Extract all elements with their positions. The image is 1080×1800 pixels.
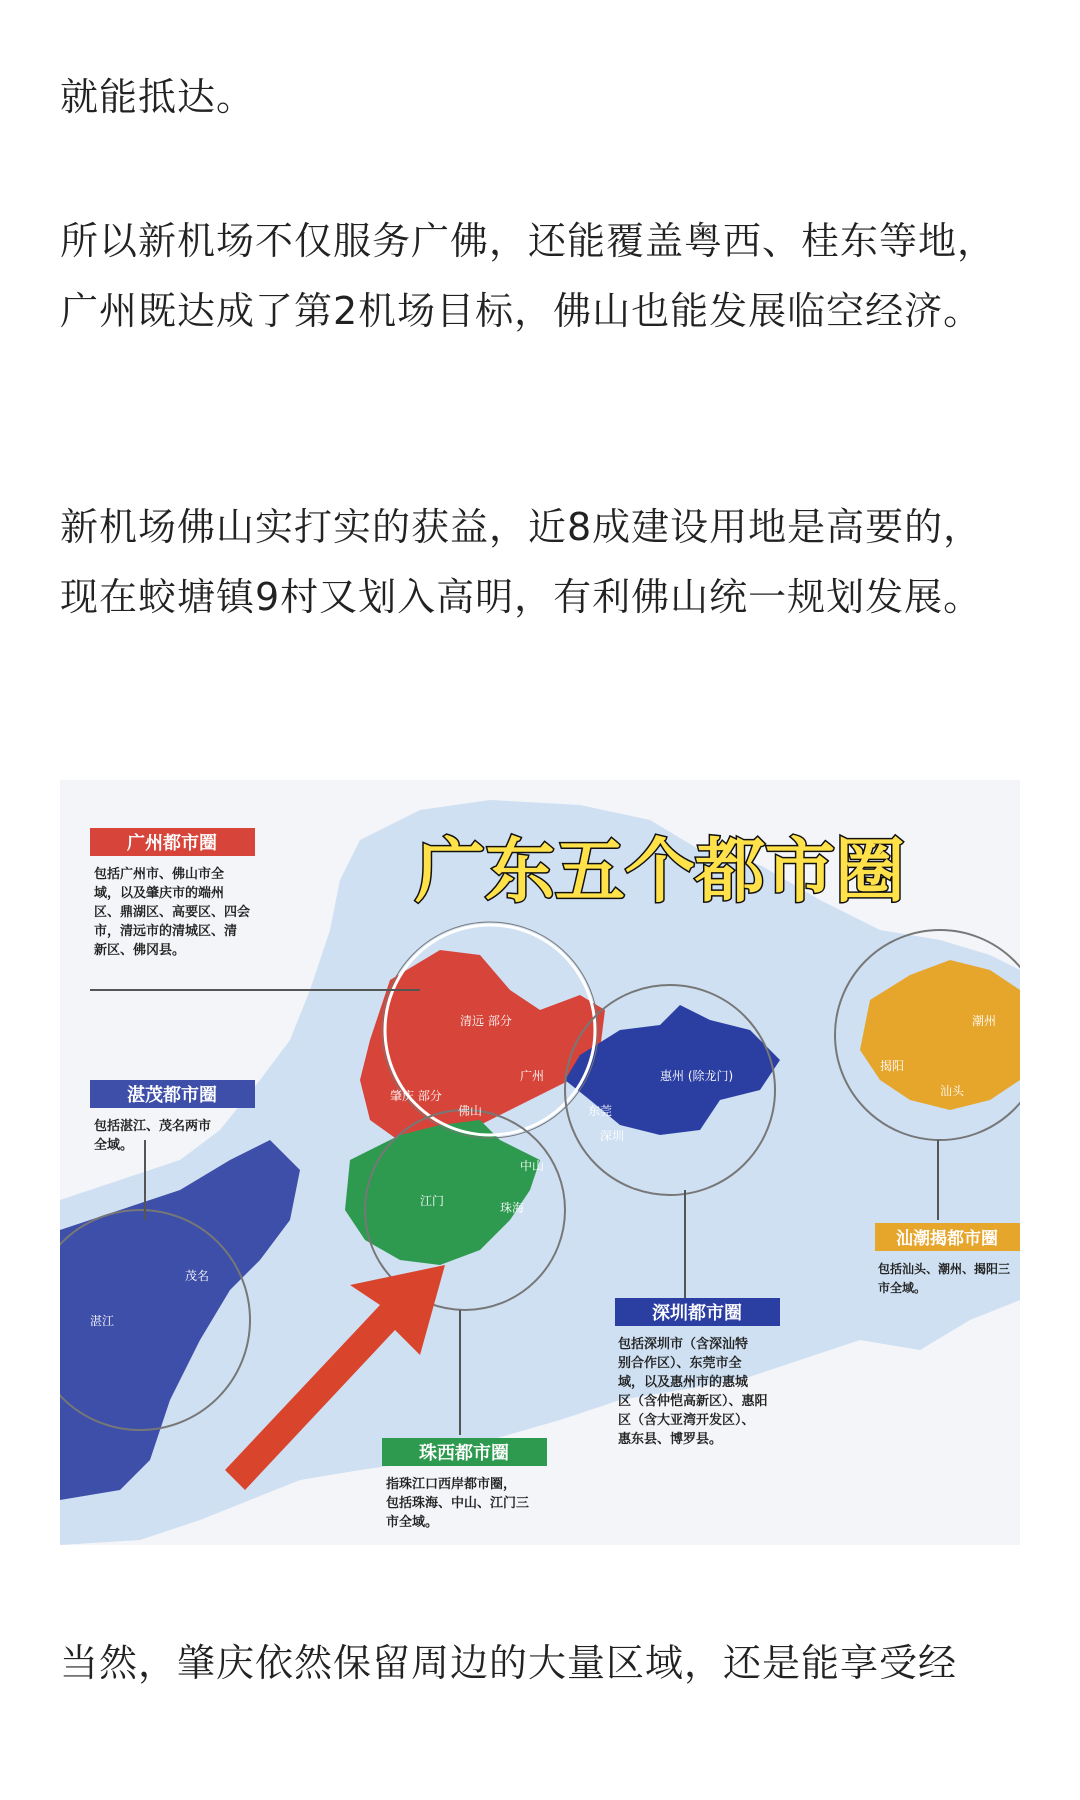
city-label-jiangmen: 江门 [420, 1194, 445, 1208]
city-label-chaozhou: 潮州 [972, 1014, 997, 1028]
guangdong-metro-map-image[interactable] [60, 780, 1020, 1545]
svg-text:域，以及惠州市的惠城: 域，以及惠州市的惠城 [618, 1375, 749, 1390]
svg-text:新区、佛冈县。: 新区、佛冈县。 [94, 943, 186, 958]
svg-text:市全域。: 市全域。 [878, 1281, 927, 1295]
guangzhou-heading: 广州都市圈 [127, 833, 217, 854]
city-label-foshan: 佛山 [458, 1104, 483, 1118]
svg-text:市全域。: 市全域。 [386, 1515, 439, 1530]
svg-text:区、鼎湖区、高要区、四会: 区、鼎湖区、高要区、四会 [94, 905, 251, 920]
svg-text:域，以及肇庆市的端州: 域，以及肇庆市的端州 [94, 886, 225, 901]
city-label-dongguan: 东莞 [588, 1104, 613, 1118]
shantou-heading: 汕潮揭都市圈 [896, 1229, 998, 1249]
city-label-jieyang: 揭阳 [880, 1059, 905, 1073]
city-label-maoming: 茂名 [185, 1269, 210, 1283]
city-label-zhaoqing: 肇庆 部分 [390, 1089, 442, 1103]
city-label-zhanjiang: 湛江 [90, 1314, 115, 1328]
city-label-shantou: 汕头 [940, 1084, 965, 1098]
svg-text:区（含大亚湾开发区）、: 区（含大亚湾开发区）、 [618, 1413, 755, 1428]
article-paragraph-2: 所以新机场不仅服务广佛，还能覆盖粤西、桂东等地，广州既达成了第2机场目标，佛山也能发展临空经济。 [60, 219, 997, 333]
svg-text:包括深圳市（含深汕特: 包括深圳市（含深汕特 [618, 1337, 749, 1352]
zhuxi-desc [385, 1476, 529, 1530]
map-svg [60, 780, 1020, 1545]
article-paragraph-3: 新机场佛山实打实的获益，近8成建设用地是高要的，现在蛟塘镇9村又划入高明，有利佛山统一规划发展。 [60, 505, 983, 619]
svg-text:包括汕头、潮州、揭阳三: 包括汕头、潮州、揭阳三 [878, 1262, 1011, 1276]
article-paragraph-4: 当然，肇庆依然保留周边的大量区域，还是能享受经 [60, 1641, 958, 1685]
svg-text:包括珠海、中山、江门三: 包括珠海、中山、江门三 [386, 1496, 530, 1511]
city-label-qingyuan: 清远 部分 [460, 1014, 512, 1028]
city-label-shenzhen: 深圳 [600, 1129, 625, 1143]
svg-text:全域。: 全域。 [94, 1138, 134, 1153]
city-label-zhongshan: 中山 [520, 1159, 545, 1173]
svg-text:包括广州市、佛山市全: 包括广州市、佛山市全 [94, 867, 225, 882]
city-label-guangzhou: 广州 [520, 1069, 545, 1083]
zhanmao-desc [94, 1118, 211, 1153]
svg-text:别合作区）、东莞市全: 别合作区）、东莞市全 [618, 1356, 742, 1371]
svg-text:指珠江口西岸都市圈，: 指珠江口西岸都市圈， [386, 1477, 517, 1492]
city-label-zhuhai: 珠海 [500, 1201, 525, 1215]
city-label-huizhou: 惠州 (除龙门) [660, 1069, 734, 1083]
article-paragraph-1: 就能抵达。 [60, 75, 256, 119]
zhuxi-heading: 珠西都市圈 [419, 1443, 509, 1464]
zhanmao-heading: 湛茂都市圈 [127, 1085, 217, 1106]
svg-text:市，清远市的清城区、清: 市，清远市的清城区、清 [94, 924, 238, 939]
svg-text:惠东县、博罗县。: 惠东县、博罗县。 [618, 1432, 723, 1447]
guangzhou-desc [94, 866, 250, 958]
shenzhen-heading: 深圳都市圈 [652, 1303, 742, 1324]
svg-text:包括湛江、茂名两市: 包括湛江、茂名两市 [94, 1119, 212, 1134]
map-title: 广东五个都市圈 [415, 830, 905, 912]
svg-text:区（含仲恺高新区）、惠阳: 区（含仲恺高新区）、惠阳 [618, 1394, 768, 1409]
